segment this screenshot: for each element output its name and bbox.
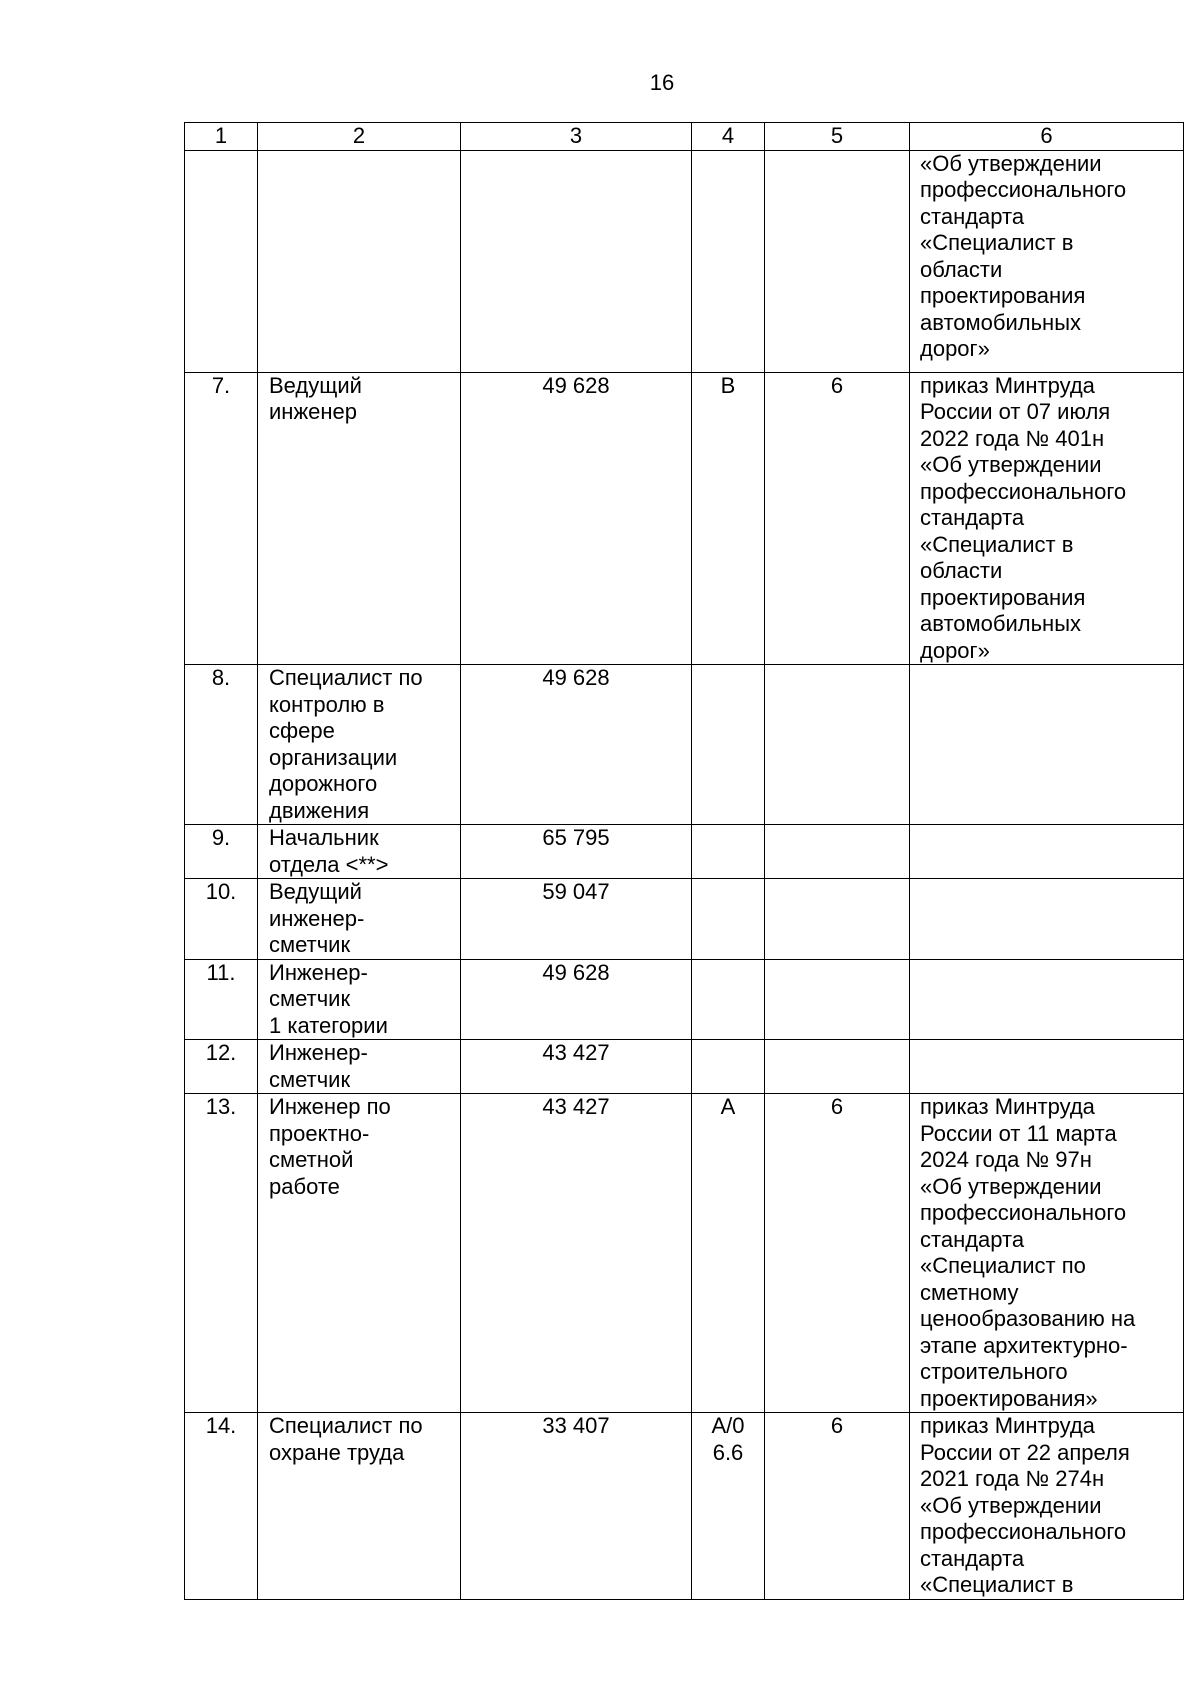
position-name: Инженер по проектно- сметной работе bbox=[258, 1094, 461, 1413]
qualification-level bbox=[692, 879, 765, 960]
qualification-level bbox=[692, 665, 765, 825]
position-name: Начальник отдела <**> bbox=[258, 825, 461, 879]
header-col-2: 2 bbox=[258, 123, 461, 151]
legal-basis: приказ Минтруда России от 07 июля 2022 года № 401н «Об утверждении профессионального стандарта «Специалист в области проектирования автомобильных дорог» bbox=[910, 372, 1184, 665]
header-col-4: 4 bbox=[692, 123, 765, 151]
legal-basis bbox=[910, 879, 1184, 960]
salary-value: 33 407 bbox=[461, 1413, 692, 1600]
position-name: Ведущий инженер- сметчик bbox=[258, 879, 461, 960]
qualification-grade bbox=[765, 879, 910, 960]
row-number: 10. bbox=[185, 879, 258, 960]
row-number: 8. bbox=[185, 665, 258, 825]
qualification-grade bbox=[765, 150, 910, 372]
salary-value: 65 795 bbox=[461, 825, 692, 879]
table-header-row bbox=[185, 123, 1184, 151]
salary-value: 49 628 bbox=[461, 372, 692, 665]
legal-basis: приказ Минтруда России от 22 апреля 2021 года № 274н «Об утверждении профессионального стандарта «Специалист в bbox=[910, 1413, 1184, 1600]
row-number: 9. bbox=[185, 825, 258, 879]
header-col-6: 6 bbox=[910, 123, 1184, 151]
salary-value: 49 628 bbox=[461, 959, 692, 1040]
row-number: 11. bbox=[185, 959, 258, 1040]
legal-basis: «Об утверждении профессионального стандарта «Специалист в области проектирования автомобильных дорог» bbox=[910, 150, 1184, 372]
qualification-grade bbox=[765, 1040, 910, 1094]
position-name: Инженер- сметчик 1 категории bbox=[258, 959, 461, 1040]
header-col-5: 5 bbox=[765, 123, 910, 151]
legal-basis bbox=[910, 1040, 1184, 1094]
row-number bbox=[185, 150, 258, 372]
salary-value: 49 628 bbox=[461, 665, 692, 825]
qualification-level bbox=[692, 825, 765, 879]
table-row bbox=[185, 879, 1184, 960]
qualification-grade: 6 bbox=[765, 372, 910, 665]
qualification-level: А bbox=[692, 1094, 765, 1413]
qualification-level: В bbox=[692, 372, 765, 665]
header-col-3: 3 bbox=[461, 123, 692, 151]
qualification-level bbox=[692, 150, 765, 372]
table-row bbox=[185, 150, 1184, 372]
qualification-level bbox=[692, 1040, 765, 1094]
staff-table bbox=[184, 122, 1184, 1600]
row-number: 13. bbox=[185, 1094, 258, 1413]
qualification-level: А/0 6.6 bbox=[692, 1413, 765, 1600]
qualification-level bbox=[692, 959, 765, 1040]
table-row bbox=[185, 665, 1184, 825]
table-row bbox=[185, 372, 1184, 665]
position-name: Специалист по контролю в сфере организации дорожного движения bbox=[258, 665, 461, 825]
legal-basis bbox=[910, 665, 1184, 825]
page-number: 16 bbox=[649, 70, 675, 95]
qualification-grade bbox=[765, 959, 910, 1040]
table-row bbox=[185, 825, 1184, 879]
position-name: Специалист по охране труда bbox=[258, 1413, 461, 1600]
row-number: 12. bbox=[185, 1040, 258, 1094]
row-number: 7. bbox=[185, 372, 258, 665]
qualification-grade bbox=[765, 665, 910, 825]
salary-value: 43 427 bbox=[461, 1040, 692, 1094]
salary-value: 43 427 bbox=[461, 1094, 692, 1413]
position-name bbox=[258, 150, 461, 372]
table-row bbox=[185, 1413, 1184, 1600]
qualification-grade: 6 bbox=[765, 1094, 910, 1413]
legal-basis bbox=[910, 825, 1184, 879]
table-row bbox=[185, 1040, 1184, 1094]
legal-basis bbox=[910, 959, 1184, 1040]
position-name: Инженер- сметчик bbox=[258, 1040, 461, 1094]
salary-value bbox=[461, 150, 692, 372]
table-row bbox=[185, 959, 1184, 1040]
row-number: 14. bbox=[185, 1413, 258, 1600]
legal-basis: приказ Минтруда России от 11 марта 2024 года № 97н «Об утверждении профессионального стандарта «Специалист по сметному ценообразованию на этапе архитектурно- строительного проектирования» bbox=[910, 1094, 1184, 1413]
header-col-1: 1 bbox=[185, 123, 258, 151]
salary-value: 59 047 bbox=[461, 879, 692, 960]
table-row bbox=[185, 1094, 1184, 1413]
qualification-grade bbox=[765, 825, 910, 879]
position-name: Ведущий инженер bbox=[258, 372, 461, 665]
qualification-grade: 6 bbox=[765, 1413, 910, 1600]
